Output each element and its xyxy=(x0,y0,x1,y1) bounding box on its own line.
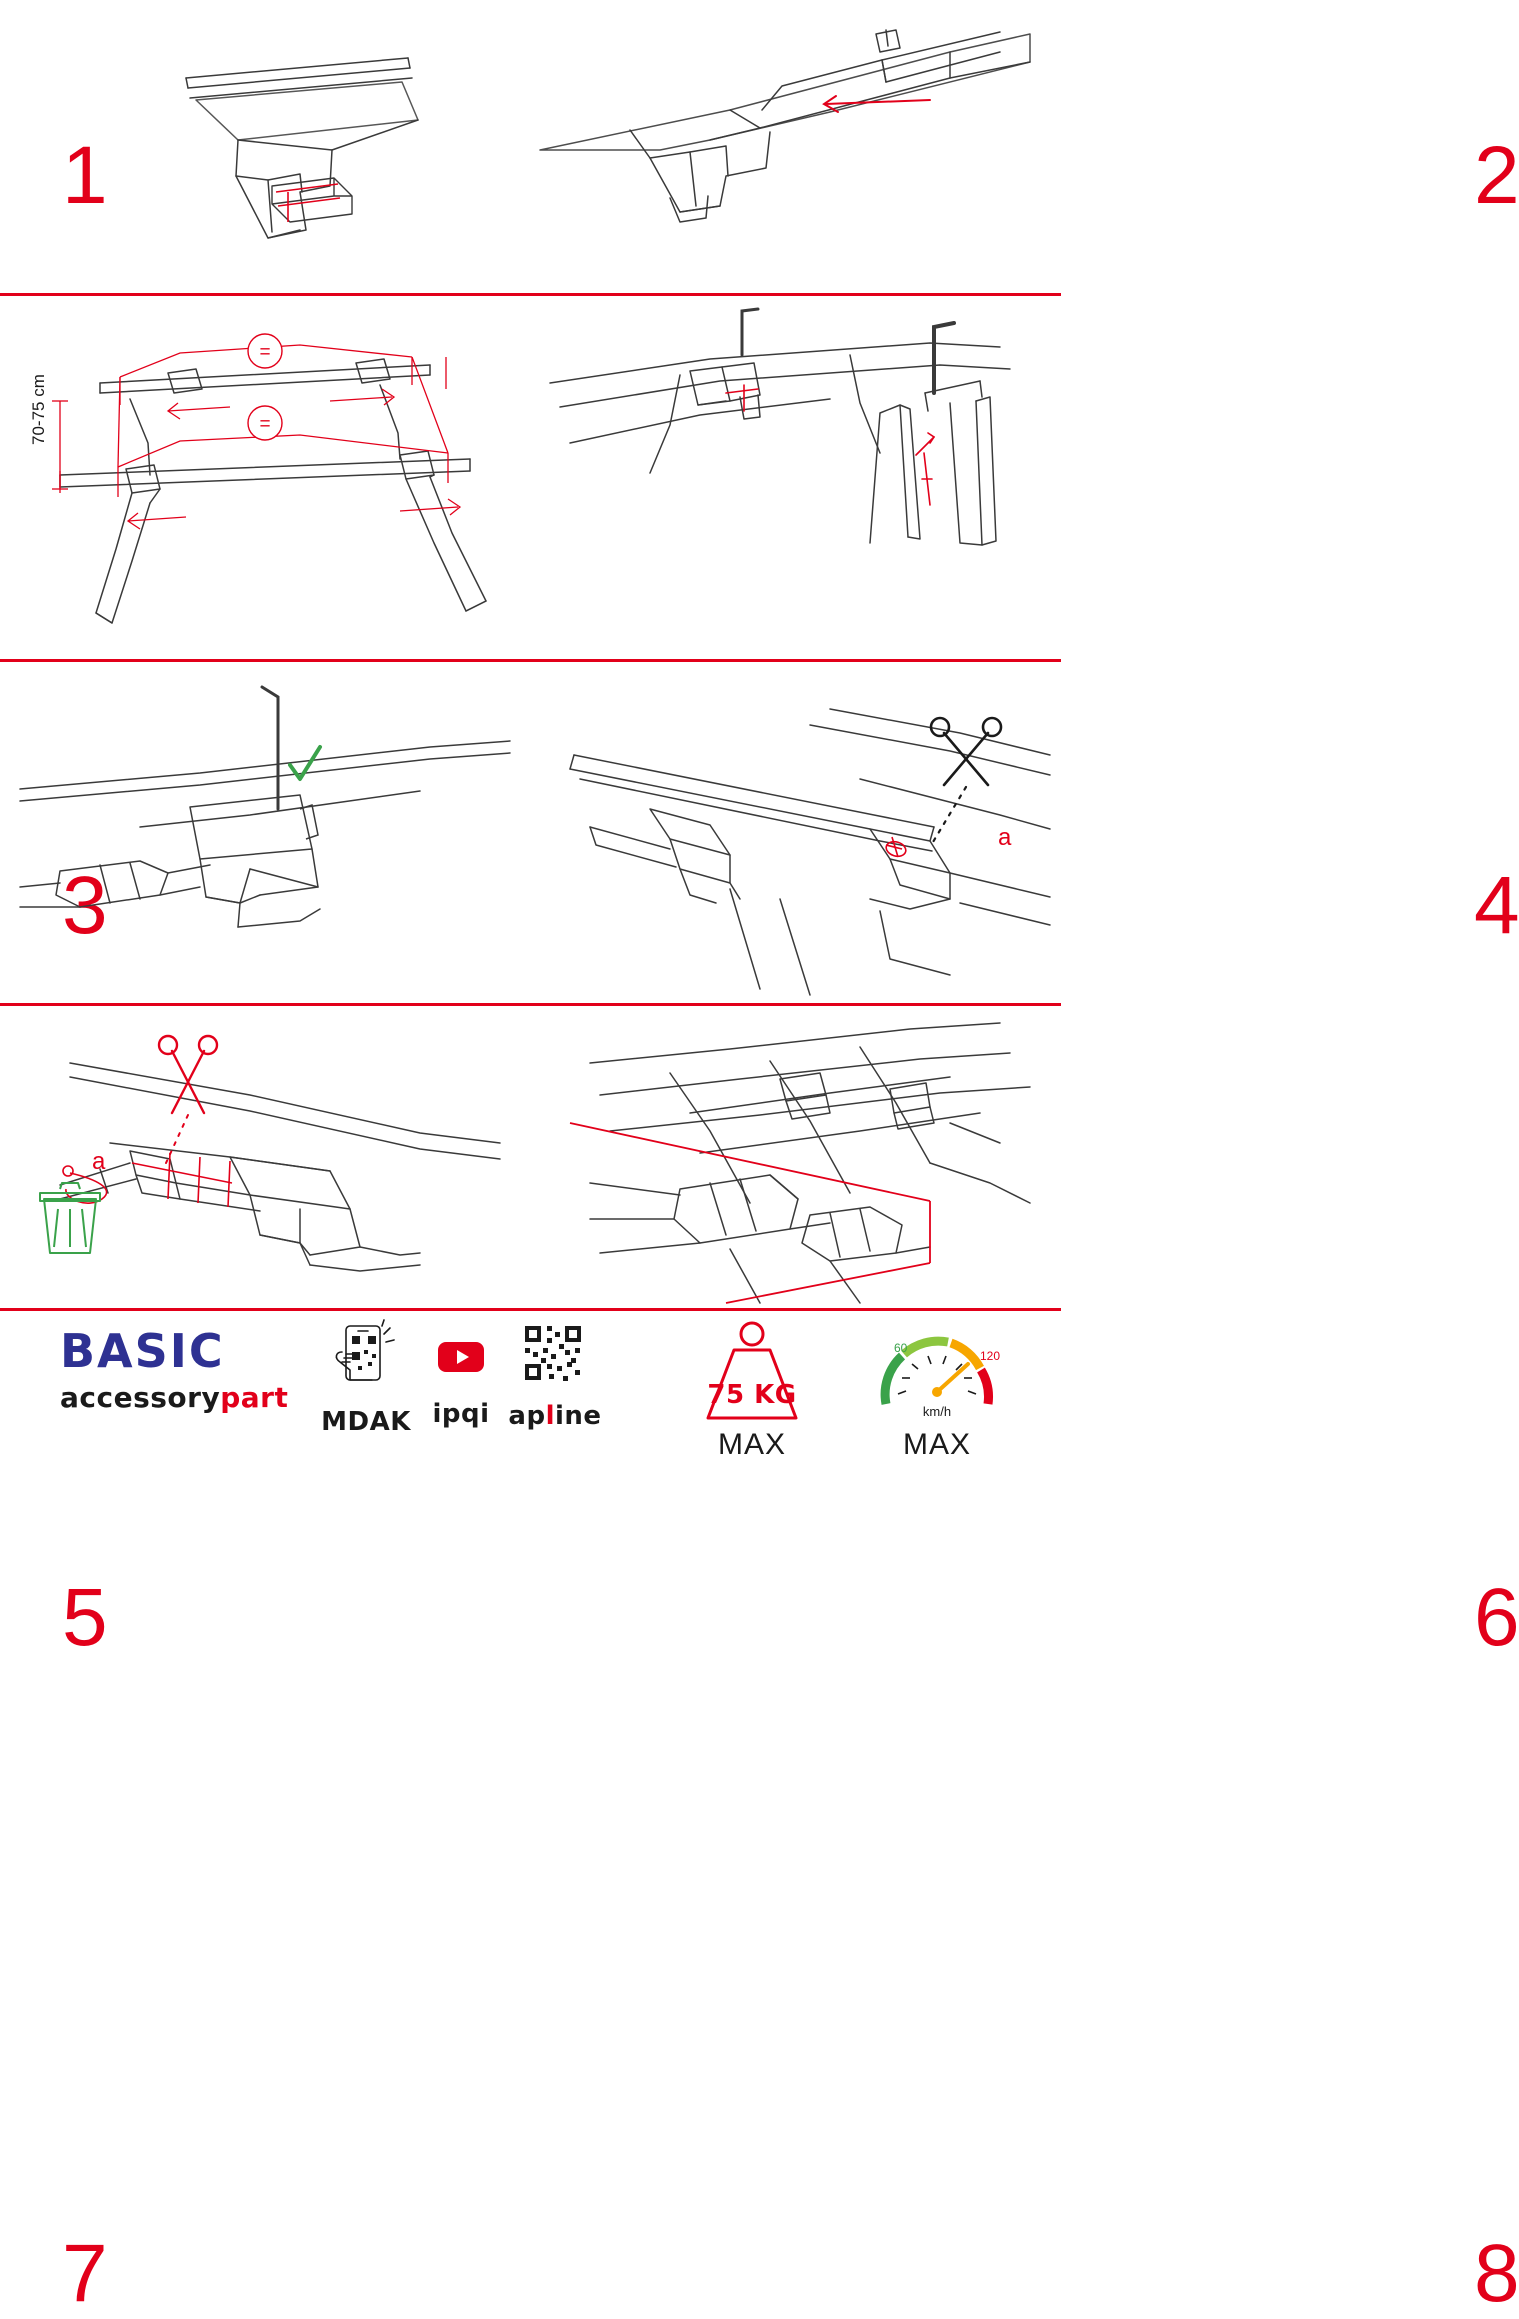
step-number-7: 7 xyxy=(62,2228,107,2319)
mdak-caption-accent: A xyxy=(369,1407,391,1437)
speed-tick-120: 120 xyxy=(980,1349,1001,1363)
brand-title: BASIC xyxy=(60,1324,225,1378)
max-speed-block xyxy=(852,1316,1022,1462)
step-number-6: 6 xyxy=(1474,1572,1519,1663)
max-load-value: 75 KG xyxy=(707,1380,797,1410)
part-label-a: a xyxy=(998,824,1012,851)
step-8-illustration xyxy=(530,1003,1061,1308)
divider-2 xyxy=(0,659,1061,662)
divider-3 xyxy=(0,1003,1061,1006)
step-number-8: 8 xyxy=(1474,2228,1519,2319)
step-number-3: 3 xyxy=(62,860,107,951)
mdak-caption-plain: MD xyxy=(321,1407,370,1437)
speed-unit-label: km/h xyxy=(922,1404,952,1419)
speed-tick-60: 60 xyxy=(894,1341,908,1355)
qr-code-icon xyxy=(519,1322,591,1388)
equal-sign-lower: = xyxy=(259,414,271,435)
brand-accessory-suffix: part xyxy=(220,1381,289,1414)
step-7-illustration xyxy=(0,1003,530,1308)
step-number-5: 5 xyxy=(62,1572,107,1663)
mdak-caption-tail: K xyxy=(390,1407,411,1437)
apline-caption-plain: ap xyxy=(508,1401,546,1431)
step-number-4: 4 xyxy=(1474,860,1519,951)
step-6-illustration xyxy=(530,659,1061,1003)
brand-accessorypart xyxy=(60,1381,290,1414)
part-label-a: a xyxy=(92,1148,106,1175)
max-load-label: MAX xyxy=(717,1428,786,1461)
step-panel-3 xyxy=(0,293,530,951)
footer xyxy=(0,1308,1061,1500)
step-4-illustration xyxy=(530,293,1061,659)
step-3-illustration xyxy=(0,293,530,659)
logo-ipqi-caption: ipqi xyxy=(432,1399,490,1429)
brand-block xyxy=(60,1324,290,1414)
step-panel-4 xyxy=(530,293,1519,951)
apline-caption-tail: ine xyxy=(555,1401,602,1431)
logo-apline-caption xyxy=(470,1401,640,1431)
step-number-2: 2 xyxy=(1474,130,1519,221)
logo-apline xyxy=(470,1322,640,1431)
brand-accessory-prefix: accessory xyxy=(60,1381,221,1414)
step-2-illustration xyxy=(530,0,1061,293)
step-number-1: 1 xyxy=(62,130,107,221)
step-5-illustration xyxy=(0,659,530,1003)
max-load-block xyxy=(672,1316,832,1462)
apline-caption-accent: l xyxy=(545,1401,555,1431)
divider-1 xyxy=(0,293,1061,296)
step-panel-1 xyxy=(0,0,530,293)
max-speed-label: MAX xyxy=(902,1428,971,1461)
step-panel-2 xyxy=(530,0,1519,293)
span-measure-label: 70-75 cm xyxy=(29,374,48,445)
equal-sign-upper: = xyxy=(259,342,271,363)
